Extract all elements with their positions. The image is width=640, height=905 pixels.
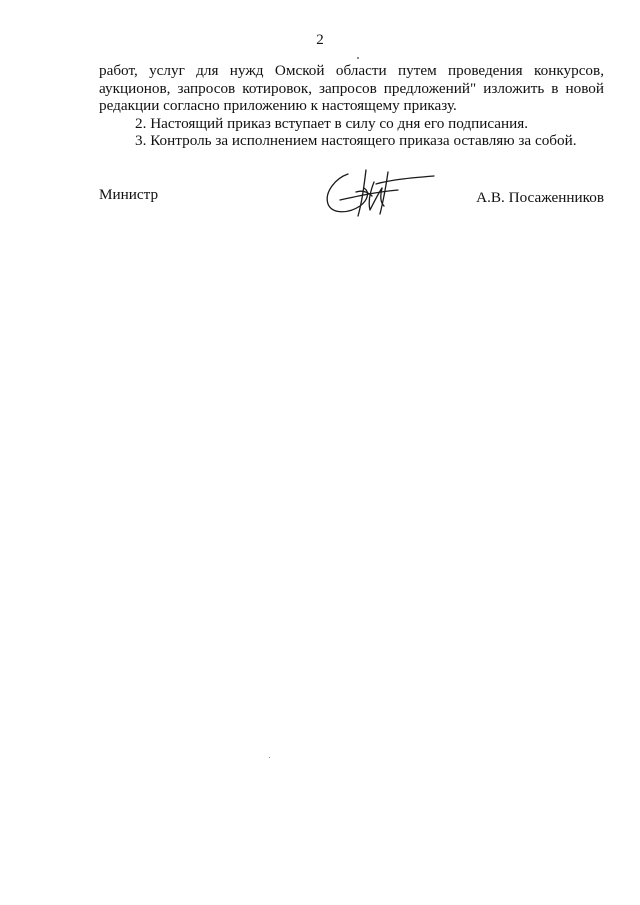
item-3-paragraph: 3. Контроль за исполнением настоящего приказа оставляю за собой.	[135, 132, 577, 149]
signer-title: Министр	[99, 186, 159, 203]
handwritten-signature-icon	[318, 162, 438, 222]
page-number: 2	[316, 32, 324, 48]
scan-speck	[357, 57, 359, 59]
scan-speck	[269, 757, 270, 758]
signer-name: А.В. Посаженников	[476, 189, 604, 206]
item-2-paragraph: 2. Настоящий приказ вступает в силу со дня его подписания.	[135, 114, 529, 132]
document-body	[99, 62, 604, 150]
continuation-paragraph: работ, услуг для нужд Омской области путем проведения конкурсов, аукционов, запросов котировок, запросов предложений" изложить в новой редакции согласно приложению к настоящему приказу.	[99, 62, 604, 114]
